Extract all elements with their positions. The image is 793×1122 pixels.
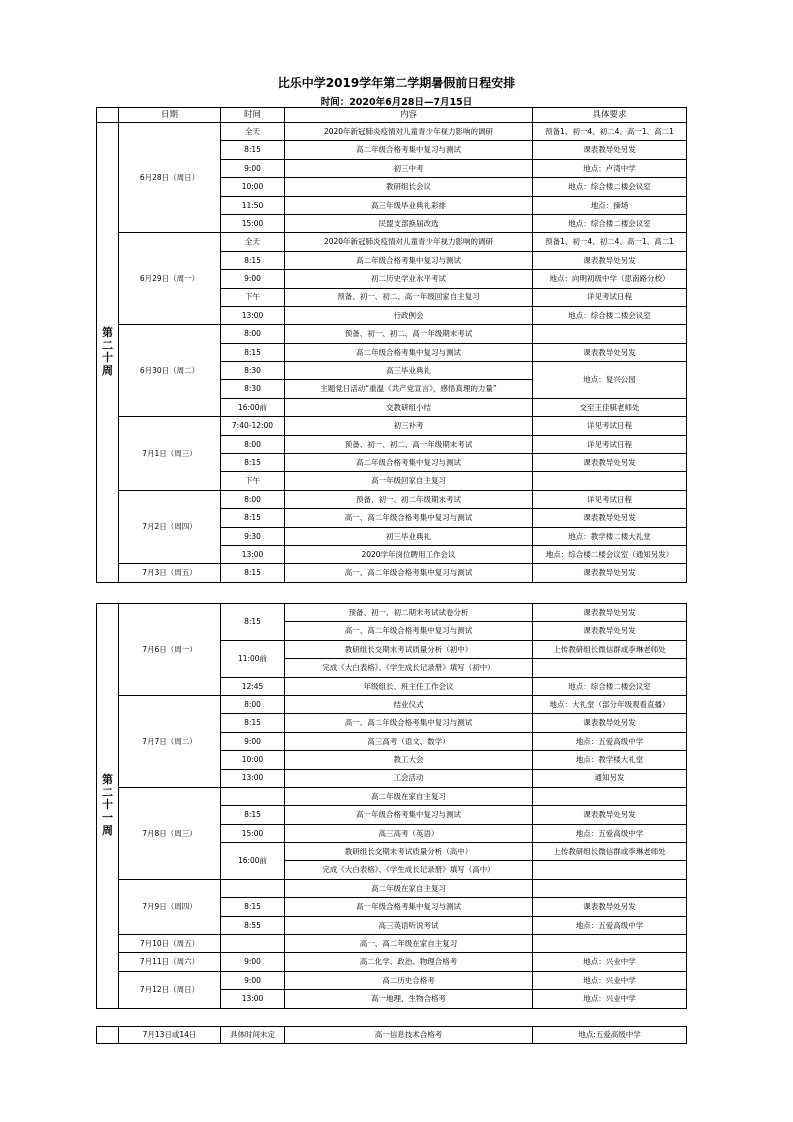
time-cell: 8:15 (221, 509, 285, 527)
content-cell: 行政例会 (285, 306, 533, 324)
content-cell: 高一地理、生物合格考 (285, 990, 533, 1008)
time-cell: 8:00 (221, 490, 285, 508)
date-cell: 7月12日（周日） (119, 971, 221, 1008)
time-cell (221, 787, 285, 805)
requirement-cell: 详见考试日程 (533, 490, 687, 508)
requirement-cell (533, 472, 687, 490)
content-cell: 年级组长、班主任工作会议 (285, 677, 533, 695)
time-cell: 8:15 (221, 806, 285, 824)
time-cell: 9:00 (221, 732, 285, 750)
requirement-cell: 地点：向明初级中学（思南路分校） (533, 270, 687, 288)
date-cell: 7月10日（周五） (119, 935, 221, 953)
requirement-cell: 预备1、初一4、初二4、高一1、高二1 (533, 123, 687, 141)
date-cell: 7月6日（周一） (119, 604, 221, 696)
time-cell: 8:30 (221, 380, 285, 398)
time-cell: 8:15 (221, 251, 285, 269)
requirement-cell: 地点：综合楼二楼会议室 (533, 306, 687, 324)
time-cell: 11:50 (221, 196, 285, 214)
content-cell: 主题党日活动“重温《共产党宣言》，感悟真理的力量” (285, 380, 533, 398)
content-cell: 交教研组小结 (285, 398, 533, 416)
content-cell: 高二化学、政治、物理合格考 (285, 953, 533, 971)
requirement-cell: 交至王佳骐老师处 (533, 398, 687, 416)
content-cell: 预备、初一、初二年级期末考试 (285, 490, 533, 508)
requirement-cell: 课表教导处另发 (533, 343, 687, 361)
content-cell: 高一、高二年级合格考集中复习与测试 (285, 564, 533, 582)
date-cell: 7月2日（周四） (119, 490, 221, 564)
date-cell: 7月13日或14日 (119, 1027, 221, 1044)
requirement-cell: 详见考试日程 (533, 417, 687, 435)
requirement-cell: 地点：综合楼二楼会议室 (533, 178, 687, 196)
table-row (97, 490, 687, 508)
content-cell: 高一年级回家自主复习 (285, 472, 533, 490)
time-cell: 全天 (221, 233, 285, 251)
time-cell: 8:15 (221, 141, 285, 159)
content-cell: 高二年级合格考集中复习与测试 (285, 141, 533, 159)
time-cell: 13:00 (221, 545, 285, 563)
time-cell: 9:00 (221, 971, 285, 989)
requirement-cell: 通知另发 (533, 769, 687, 787)
content-cell: 工会活动 (285, 769, 533, 787)
time-cell: 7:40-12:00 (221, 417, 285, 435)
content-cell: 2020年新冠肺炎疫情对儿童青少年视力影响的调研 (285, 233, 533, 251)
content-cell: 教研组长交期末考试质量分析（初中） (285, 640, 533, 658)
page-title: 比乐中学2019学年第二学期暑假前日程安排 (277, 76, 516, 90)
requirement-cell: 课表教导处另发 (533, 251, 687, 269)
content-cell: 高一年级合格考集中复习与测试 (285, 806, 533, 824)
time-cell: 11:00前 (221, 640, 285, 677)
time-cell: 8:15 (221, 714, 285, 732)
header-row (97, 108, 687, 123)
requirement-cell: 课表教导处另发 (533, 141, 687, 159)
requirement-cell: 课表教导处另发 (533, 564, 687, 582)
requirement-cell: 地点：五爱高级中学 (533, 916, 687, 934)
content-cell: 完成《大白表格》、《学生成长记录册》填写（初中） (285, 659, 533, 677)
date-cell: 7月3日（周五） (119, 564, 221, 582)
content-cell: 初二历史学业水平考试 (285, 270, 533, 288)
requirement-cell (533, 325, 687, 343)
time-cell: 8:00 (221, 695, 285, 713)
schedule-table-week20 (96, 107, 687, 583)
requirement-cell: 地点：综合楼二楼会议室（通知另发） (533, 545, 687, 563)
time-cell: 9:00 (221, 953, 285, 971)
header-req: 具体要求 (533, 108, 687, 123)
content-cell: 初三毕业典礼 (285, 527, 533, 545)
time-cell (221, 879, 285, 897)
date-cell: 7月11日（周六） (119, 953, 221, 971)
requirement-cell: 地点：五爱高级中学 (533, 824, 687, 842)
date-cell: 6月29日（周一） (119, 233, 221, 325)
header-date: 日期 (119, 108, 221, 123)
content-cell: 教研组长会议 (285, 178, 533, 196)
content-cell: 结业仪式 (285, 695, 533, 713)
requirement-cell: 课表教导处另发 (533, 604, 687, 622)
time-cell: 13:00 (221, 769, 285, 787)
requirement-cell: 课表教导处另发 (533, 806, 687, 824)
content-cell: 高二年级在家自主复习 (285, 787, 533, 805)
content-cell: 高三毕业典礼 (285, 362, 533, 380)
content-cell: 高二年级合格考集中复习与测试 (285, 343, 533, 361)
table-row (97, 695, 687, 713)
content-cell: 高三英语听说考试 (285, 916, 533, 934)
time-cell: 10:00 (221, 751, 285, 769)
requirement-cell: 地点：教学楼二楼大礼堂 (533, 527, 687, 545)
content-cell: 民盟支部换届改选 (285, 214, 533, 232)
time-cell: 9:00 (221, 270, 285, 288)
time-cell: 8:30 (221, 362, 285, 380)
table-row (97, 564, 687, 582)
header-content: 内容 (285, 108, 533, 123)
time-cell: 8:00 (221, 435, 285, 453)
requirement-cell (533, 935, 687, 953)
table-row (97, 1027, 687, 1044)
requirement-cell: 地点：卢湾中学 (533, 159, 687, 177)
time-cell: 8:55 (221, 916, 285, 934)
requirement-cell: 上传教研组长微信群或李琳老师处 (533, 640, 687, 658)
time-cell: 13:00 (221, 306, 285, 324)
content-cell: 预备、初一、初二、高一年级期末考试 (285, 325, 533, 343)
content-cell: 高二年级在家自主复习 (285, 879, 533, 897)
requirement-cell: 地点：大礼堂（部分年级观看直播） (533, 695, 687, 713)
time-cell: 具体时间未定 (221, 1027, 285, 1044)
requirement-cell (533, 861, 687, 879)
content-cell: 高一、高二年级合格考集中复习与测试 (285, 714, 533, 732)
content-cell: 教研组长交期末考试质量分析（高中） (285, 843, 533, 861)
date-cell: 6月30日（周二） (119, 325, 221, 417)
time-cell (221, 935, 285, 953)
requirement-cell: 地点：五爱高级中学 (533, 732, 687, 750)
requirement-cell: 课表教导处另发 (533, 454, 687, 472)
requirement-cell: 课表教导处另发 (533, 898, 687, 916)
content-cell: 高三高考（英语） (285, 824, 533, 842)
content-cell: 高三高考（语文、数学） (285, 732, 533, 750)
date-cell: 7月9日（周四） (119, 879, 221, 934)
date-cell: 6月28日（周日） (119, 123, 221, 233)
requirement-cell: 地点：教学楼大礼堂 (533, 751, 687, 769)
time-cell: 13:00 (221, 990, 285, 1008)
table-row (97, 971, 687, 989)
content-cell: 高一信息技术合格考 (285, 1027, 533, 1044)
time-cell: 16:00前 (221, 398, 285, 416)
time-cell: 16:00前 (221, 843, 285, 880)
time-cell: 全天 (221, 123, 285, 141)
header-time: 时间 (221, 108, 285, 123)
schedule-table-week21 (96, 603, 687, 1009)
requirement-cell (533, 659, 687, 677)
requirement-cell: 地点：兴业中学 (533, 990, 687, 1008)
requirement-cell: 上传教研组长微信群或李琳老师处 (533, 843, 687, 861)
content-cell: 高二年级合格考集中复习与测试 (285, 251, 533, 269)
requirement-cell: 课表教导处另发 (533, 714, 687, 732)
week-label: 第二十一周 (97, 604, 119, 1009)
table-row (97, 417, 687, 435)
content-cell: 2020年新冠肺炎疫情对儿童青少年视力影响的调研 (285, 123, 533, 141)
requirement-cell: 地点：兴业中学 (533, 953, 687, 971)
table-row (97, 935, 687, 953)
time-cell: 15:00 (221, 214, 285, 232)
week-label: 第二十周 (97, 123, 119, 583)
content-cell: 高一、高二年级在家自主复习 (285, 935, 533, 953)
time-cell: 9:30 (221, 527, 285, 545)
page-subtitle: 时间：2020年6月28日—7月15日 (320, 97, 473, 108)
requirement-cell: 地点：兴业中学 (533, 971, 687, 989)
time-cell: 9:00 (221, 159, 285, 177)
time-cell: 12:45 (221, 677, 285, 695)
table-row (97, 325, 687, 343)
date-cell: 7月1日（周三） (119, 417, 221, 491)
time-cell: 15:00 (221, 824, 285, 842)
content-cell: 完成《大白表格》、《学生成长记录册》填写（高中） (285, 861, 533, 879)
content-cell: 教工大会 (285, 751, 533, 769)
requirement-cell: 地点:五爱高级中学 (533, 1027, 687, 1044)
date-cell: 7月7日（周二） (119, 695, 221, 787)
time-cell: 8:00 (221, 325, 285, 343)
time-cell: 8:15 (221, 454, 285, 472)
requirement-cell: 详见考试日程 (533, 288, 687, 306)
content-cell: 高一、高二年级合格考集中复习与测试 (285, 622, 533, 640)
requirement-cell: 地点：综合楼二楼会议室 (533, 677, 687, 695)
time-cell: 8:15 (221, 564, 285, 582)
content-cell: 高一年级合格考集中复习与测试 (285, 898, 533, 916)
content-cell: 预备、初一、初二、高一年级回家自主复习 (285, 288, 533, 306)
table-row (97, 953, 687, 971)
table-row (97, 233, 687, 251)
requirement-cell: 详见考试日程 (533, 435, 687, 453)
requirement-cell: 预备1、初一4、初二4、高一1、高二1 (533, 233, 687, 251)
time-cell: 下午 (221, 288, 285, 306)
time-cell: 8:15 (221, 898, 285, 916)
requirement-cell (533, 879, 687, 897)
content-cell: 2020学年岗位聘用工作会议 (285, 545, 533, 563)
content-cell: 初三补考 (285, 417, 533, 435)
table-row (97, 787, 687, 805)
content-cell: 高三年级毕业典礼彩排 (285, 196, 533, 214)
table-row (97, 604, 687, 622)
date-cell: 7月8日（周三） (119, 787, 221, 879)
time-cell: 下午 (221, 472, 285, 490)
table-row (97, 123, 687, 141)
header-week-cell (97, 108, 119, 123)
requirement-cell: 地点：操场 (533, 196, 687, 214)
content-cell: 高一、高二年级合格考集中复习与测试 (285, 509, 533, 527)
content-cell: 高二年级合格考集中复习与测试 (285, 454, 533, 472)
requirement-cell (533, 787, 687, 805)
requirement-cell: 地点：复兴公园 (533, 362, 687, 399)
requirement-cell: 课表教导处另发 (533, 509, 687, 527)
content-cell: 高二历史合格考 (285, 971, 533, 989)
content-cell: 预备、初一、初二期末考试试卷分析 (285, 604, 533, 622)
time-cell: 10:00 (221, 178, 285, 196)
week-cell (97, 1027, 119, 1044)
time-cell: 8:15 (221, 604, 285, 641)
content-cell: 初三中考 (285, 159, 533, 177)
requirement-cell: 地点：综合楼二楼会议室 (533, 214, 687, 232)
time-cell: 8:15 (221, 343, 285, 361)
content-cell: 预备、初一、初二、高一年级期末考试 (285, 435, 533, 453)
schedule-table-extra (96, 1026, 687, 1044)
requirement-cell: 课表教导处另发 (533, 622, 687, 640)
table-row (97, 879, 687, 897)
